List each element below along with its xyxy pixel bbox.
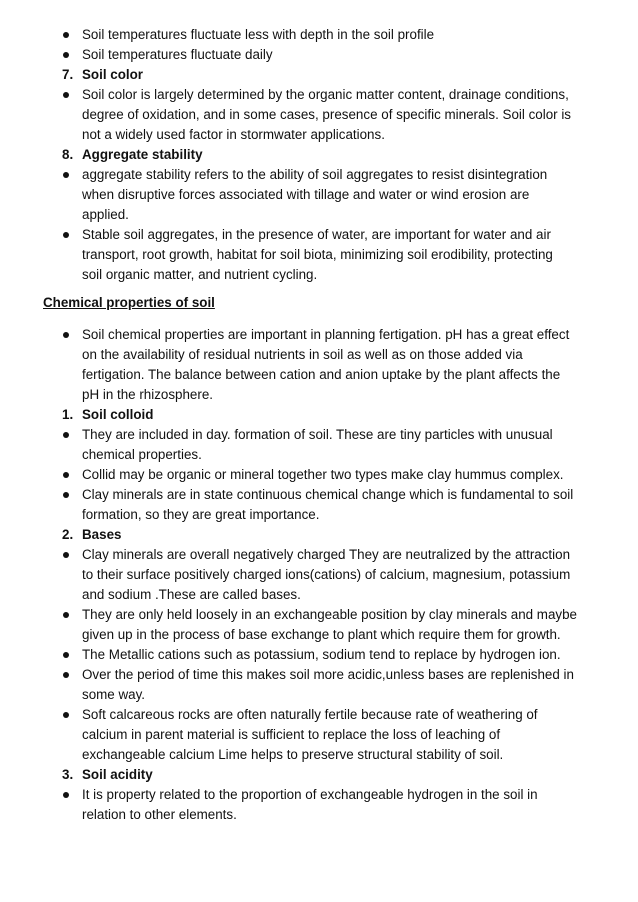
list-number: 2.	[62, 527, 74, 542]
bullet-text-line: to their surface positively charged ions(cations) of calcium, magnesium, potassium	[82, 567, 571, 582]
bullet-text-line: Soil temperatures fluctuate daily	[82, 47, 273, 62]
bullet-icon	[63, 32, 69, 38]
bullet-icon	[63, 92, 69, 98]
bullet-text-line: pH in the rhizosphere.	[82, 387, 214, 402]
bullet-icon	[63, 472, 69, 478]
bullet-text-line: Clay minerals are in state continuous chemical change which is fundamental to soil	[82, 487, 574, 502]
section-heading: Chemical properties of soil	[43, 295, 215, 310]
subheading: Soil acidity	[82, 767, 153, 782]
list-number: 8.	[62, 147, 74, 162]
bullet-text-line: soil organic matter, and nutrient cycling.	[82, 267, 318, 282]
bullet-text-line: Soil temperatures fluctuate less with depth in the soil profile	[82, 27, 435, 42]
bullet-icon	[63, 792, 69, 798]
bullet-text-line: applied.	[82, 207, 129, 222]
subheading: Soil colloid	[82, 407, 154, 422]
bullet-text-line: Over the period of time this makes soil more acidic,unless bases are replenished in	[82, 667, 574, 682]
bullet-text-line: It is property related to the proportion of exchangeable hydrogen in the soil in	[82, 787, 538, 802]
bullet-icon	[63, 492, 69, 498]
list-number: 3.	[62, 767, 74, 782]
bullet-text-line: when disruptive forces associated with tillage and water or wind erosion are	[82, 187, 530, 202]
bullet-text-line: Stable soil aggregates, in the presence of water, are important for water and air	[82, 227, 551, 242]
bullet-text-line: not a widely used factor in stormwater applications.	[82, 127, 385, 142]
bullet-icon	[63, 652, 69, 658]
bullet-text-line: transport, root growth, habitat for soil biota, minimizing soil erodibility, protecting	[82, 247, 553, 262]
bullet-icon	[63, 712, 69, 718]
bullet-text-line: They are only held loosely in an exchangeable position by clay minerals and maybe	[82, 607, 578, 622]
subheading: Aggregate stability	[82, 147, 203, 162]
bullet-text-line: Soft calcareous rocks are often naturally fertile because rate of weathering of	[82, 707, 538, 722]
bullet-text-line: chemical properties.	[82, 447, 202, 462]
subheading: Soil color	[82, 67, 144, 82]
bullet-text-line: aggregate stability refers to the ability of soil aggregates to resist disintegration	[82, 167, 548, 182]
list-number: 1.	[62, 407, 74, 422]
bullet-icon	[63, 52, 69, 58]
bullet-text-line: Collid may be organic or mineral together two types make clay hummus complex.	[82, 467, 564, 482]
bullet-text-line: on the availability of residual nutrients in soil as well as on those added via	[82, 347, 523, 362]
bullet-text-line: exchangeable calcium Lime helps to preserve structural stability of soil.	[82, 747, 504, 762]
bullet-text-line: calcium in parent material is sufficient to replace the loss of leaching of	[82, 727, 501, 742]
bullet-text-line: Soil color is largely determined by the organic matter content, drainage conditions,	[82, 87, 569, 102]
bullet-text-line: given up in the process of base exchange to plant which require them for growth.	[82, 627, 561, 642]
bullet-text-line: degree of oxidation, and in some cases, presence of specific minerals. Soil color is	[82, 107, 572, 122]
bullet-text-line: They are included in day. formation of soil. These are tiny particles with unusual	[82, 427, 553, 442]
bullet-text-line: some way.	[82, 687, 146, 702]
bullet-icon	[63, 432, 69, 438]
bullet-icon	[63, 332, 69, 338]
bullet-icon	[63, 612, 69, 618]
bullet-text-line: formation, so they are great importance.	[82, 507, 320, 522]
bullet-text-line: The Metallic cations such as potassium, sodium tend to replace by hydrogen ion.	[82, 647, 561, 662]
bullet-icon	[63, 552, 69, 558]
subheading: Bases	[82, 527, 122, 542]
bullet-text-line: fertigation. The balance between cation and anion uptake by the plant affects the	[82, 367, 561, 382]
bullet-icon	[63, 232, 69, 238]
bullet-icon	[63, 672, 69, 678]
bullet-text-line: and sodium .These are called bases.	[82, 587, 301, 602]
bullet-text-line: Clay minerals are overall negatively charged They are neutralized by the attraction	[82, 547, 571, 562]
bullet-icon	[63, 172, 69, 178]
bullet-text-line: Soil chemical properties are important in planning fertigation. pH has a great effect	[82, 327, 570, 342]
list-number: 7.	[62, 67, 74, 82]
bullet-text-line: relation to other elements.	[82, 807, 237, 822]
